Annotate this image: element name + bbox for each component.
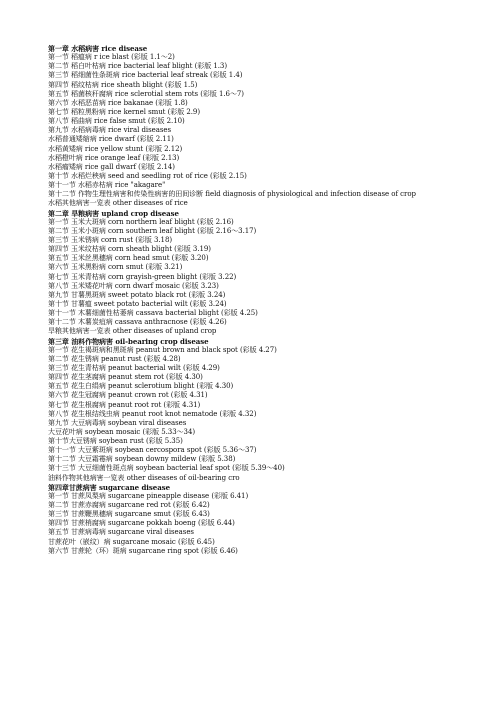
toc-entry: 第十二节 木薯炭疽病 cassava anthracnose (彩版 4.26) bbox=[48, 318, 227, 327]
toc-entry: 大豆花叶病 soybean mosaic (彩版 5.33～34) bbox=[48, 427, 196, 436]
toc-entry: 第六节 花生冠腐病 peanut crown rot (彩版 4.31) bbox=[48, 391, 208, 400]
toc-entry: 第十节 水稻烂秧病 seed and seedling rot of rice (彩版 2.15) bbox=[48, 171, 247, 180]
toc-entry: 第八节 稻曲病 rice false smut (彩版 2.10) bbox=[48, 117, 185, 126]
table-of-contents bbox=[48, 44, 476, 556]
toc-entry: 第六节 水稻恶苗病 rice bakanae (彩版 1.8) bbox=[48, 98, 188, 107]
toc-entry: 第九节 水稻病毒病 rice viral diseases bbox=[48, 126, 172, 135]
toc-entry: 油料作物其他病害一览表 other diseases of oil-bearing cro bbox=[48, 473, 240, 482]
toc-entry: 第一节 花生褐斑病和黑斑病 peanut brown and black spot (彩版 4.27) bbox=[48, 345, 277, 354]
toc-entry: 第六节 玉米黑粉病 corn smut (彩版 3.21) bbox=[48, 263, 183, 272]
toc-entry: 第五节 稻菌核秆腐病 rice sclerotial stem rots (彩版 1.6～7) bbox=[48, 89, 244, 98]
toc-entry: 第十二节 大豆霜霉病 soybean downy mildew (彩版 5.38) bbox=[48, 455, 236, 464]
toc-entry: 第一节 稻瘟病 r ice blast (彩版 1.1～2) bbox=[48, 53, 175, 62]
toc-entry: 第九节 甘薯黑斑病 sweet potato black rot (彩版 3.24) bbox=[48, 290, 226, 299]
toc-entry: 旱粮其他病害一览表 other diseases of upland crop bbox=[48, 327, 217, 336]
chapter-heading: 第三章 油料作物病害 oil-bearing crop disease bbox=[48, 336, 209, 346]
toc-entry: 第五节 甘蔗病毒病 sugarcane viral diseases bbox=[48, 528, 194, 537]
toc-entry: 第七节 玉米青枯病 corn grayish-green blight (彩版 3.22) bbox=[48, 272, 237, 281]
toc-entry: 第二节 花生锈病 peanut rust (彩版 4.28) bbox=[48, 354, 181, 363]
toc-entry: 第三节 玉米锈病 corn rust (彩版 3.18) bbox=[48, 235, 173, 244]
toc-entry: 第五节 花生白绢病 peanut sclerotium blight (彩版 4.30) bbox=[48, 382, 234, 391]
toc-entry: 第三节 花生青枯病 peanut bacterial wilt (彩版 4.29) bbox=[48, 363, 220, 372]
toc-entry: 第九节 大豆病毒病 soybean viral diseases bbox=[48, 418, 187, 427]
toc-entry: 水稻黄矮病 rice yellow stunt (彩版 2.12) bbox=[48, 144, 183, 153]
toc-entry: 甘蔗花叶（嵌纹）病 sugarcane mosaic (彩版 6.45) bbox=[48, 537, 215, 546]
toc-entry: 第二节 稻白叶枯病 rice bacterial leaf blight (彩版 1.3) bbox=[48, 62, 228, 71]
toc-entry: 第十一节 水稻赤枯病 rice "akagare" bbox=[48, 181, 166, 190]
toc-entry: 第十一节 木薯细菌性枯萎病 cassava bacterial blight (彩版 4.25) bbox=[48, 309, 258, 318]
toc-entry: 第五节 玉米丝黑穗病 corn head smut (彩版 3.20) bbox=[48, 254, 209, 263]
toc-entry: 第十节 甘薯瘟 sweet potato bacterial wilt (彩版 3.24) bbox=[48, 299, 227, 308]
toc-entry: 第十三节 大豆细菌性斑点病 soybean bacterial leaf spot (彩版 5.39～40) bbox=[48, 464, 285, 473]
toc-entry: 第一节 玉米大斑病 corn northern leaf blight (彩版 2.16) bbox=[48, 217, 234, 226]
toc-entry: 第二节 甘蔗赤腐病 sugarcane red rot (彩版 6.42) bbox=[48, 501, 210, 510]
toc-entry: 第四节 花生茎腐病 peanut stem rot (彩版 4.30) bbox=[48, 373, 203, 382]
toc-entry: 第三节 甘蔗鞭黑穗病 sugarcane smut (彩版 6.43) bbox=[48, 510, 210, 519]
chapter-heading: 第二章 旱粮病害 upland crop disease bbox=[48, 208, 179, 218]
toc-entry: 水稻橙叶病 rice orange leaf (彩版 2.13) bbox=[48, 153, 180, 162]
toc-entry: 第八节 玉米矮花叶病 corn dwarf mosaic (彩版 3.23) bbox=[48, 281, 219, 290]
toc-entry: 第七节 稻粒黑粉病 rice kernel smut (彩版 2.9) bbox=[48, 107, 201, 116]
toc-entry: 第七节 花生根腐病 peanut root rot (彩版 4.31) bbox=[48, 400, 201, 409]
toc-entry: 第八节 花生根结线虫病 peanut root knot nematode (彩版 4.32) bbox=[48, 409, 257, 418]
toc-entry: 第三节 稻细菌性条斑病 rice bacterial leaf streak (彩版 1.4) bbox=[48, 71, 243, 80]
toc-entry: 第四节 稻纹枯病 rice sheath blight (彩版 1.5) bbox=[48, 80, 198, 89]
toc-entry: 第二节 玉米小斑病 corn southern leaf blight (彩版 2.16～3.17) bbox=[48, 226, 257, 235]
chapter-heading: 第一章 水稻病害 rice disease bbox=[48, 44, 148, 53]
toc-entry: 水稻瘤矮病 rice gall dwarf (彩版 2.14) bbox=[48, 162, 175, 171]
chapter-heading: 第四章甘蔗病害 sugarcane disease bbox=[48, 482, 170, 492]
toc-entry: 水稻其他病害一览表 other diseases of rice bbox=[48, 199, 188, 208]
toc-entry: 水稻普通矮缩病 rice dwarf (彩版 2.11) bbox=[48, 135, 174, 144]
toc-entry: 第四节 玉米纹枯病 corn sheath blight (彩版 3.19) bbox=[48, 245, 211, 254]
toc-entry: 第一节 甘蔗凤梨病 sugarcane pineapple disease (彩版 6.41) bbox=[48, 491, 249, 500]
toc-entry: 第四节 甘蔗梢腐病 sugarcane pokkah boeng (彩版 6.44) bbox=[48, 519, 235, 528]
toc-entry: 第十二节 作物生理性病害和传染性病害的田间诊断 field diagnosis of physiological and infection disease of crop bbox=[48, 190, 416, 199]
toc-entry: 第十节大豆锈病 soybean rust (彩版 5.35) bbox=[48, 437, 183, 446]
toc-entry: 第六节 甘蔗轮（环）斑病 sugarcane ring spot (彩版 6.46) bbox=[48, 546, 238, 555]
toc-entry: 第十一节 大豆紫斑病 soybean cercospora spot (彩版 5.36～37) bbox=[48, 446, 257, 455]
